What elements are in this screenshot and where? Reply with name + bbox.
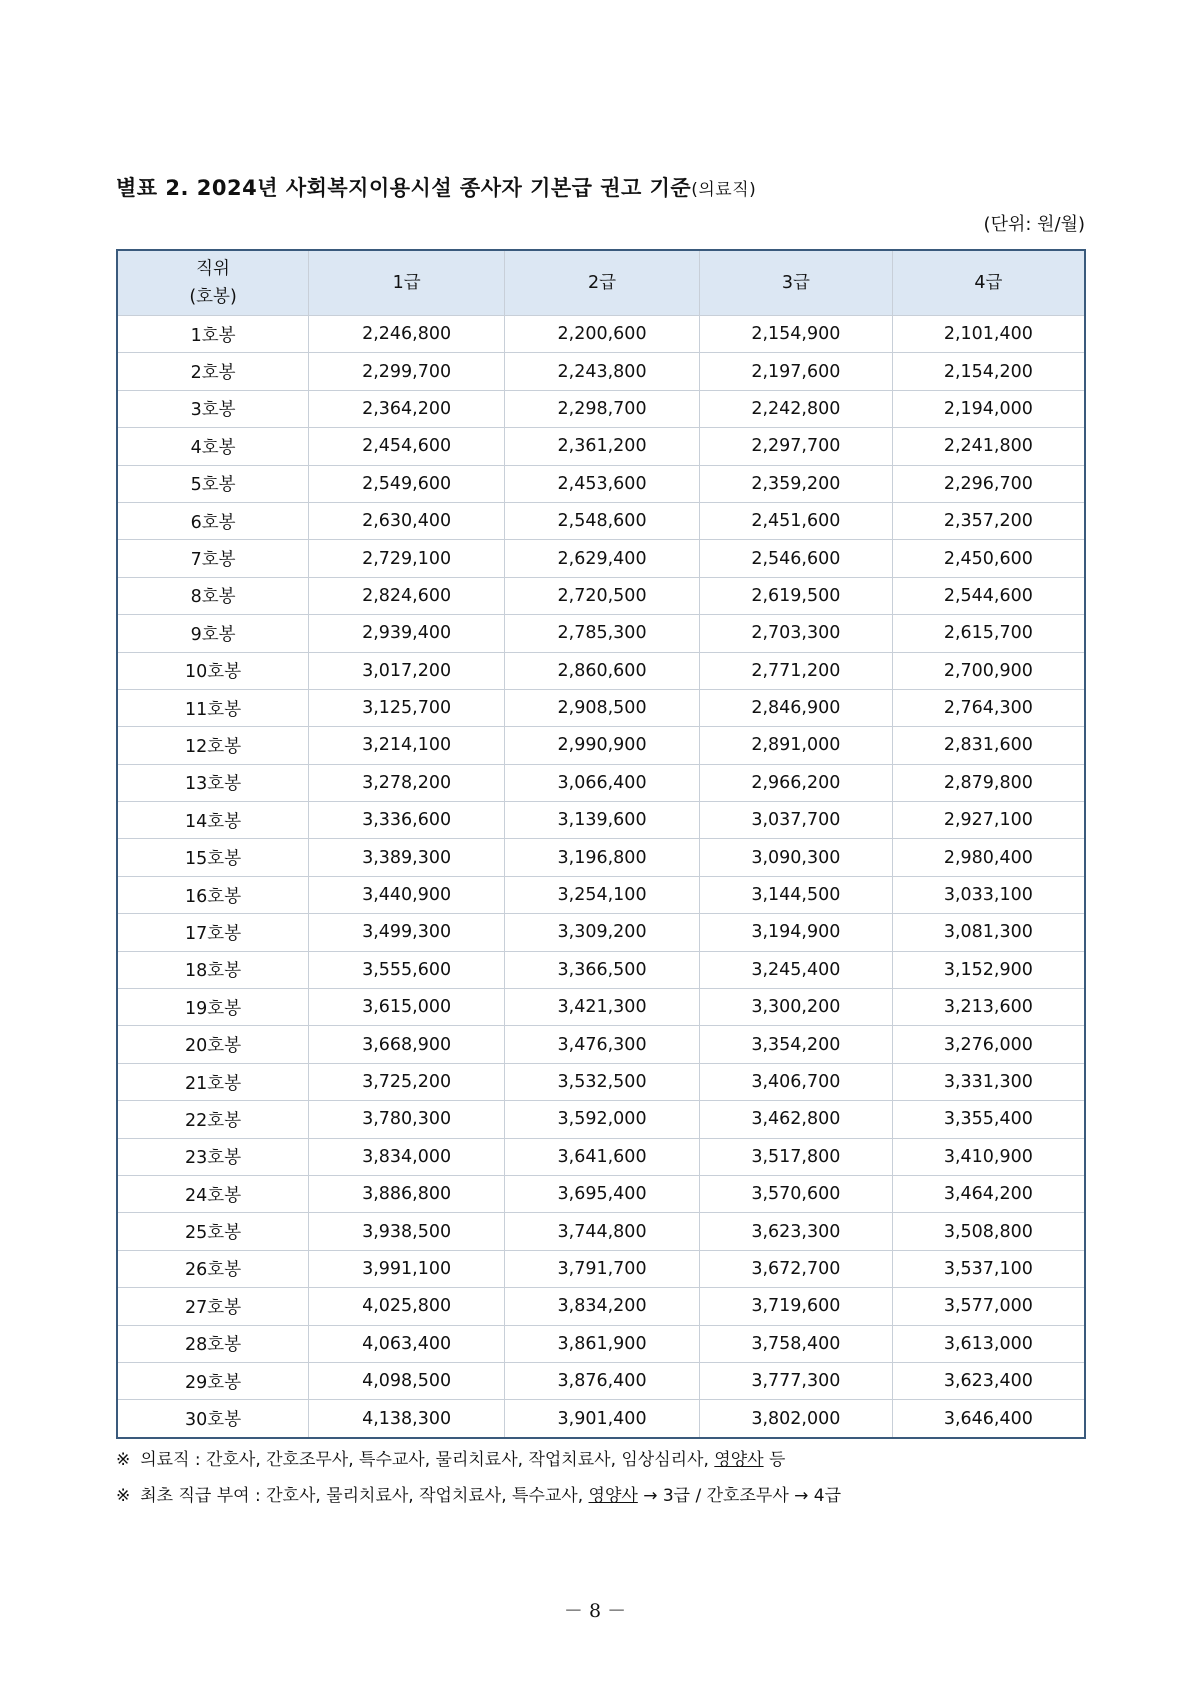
footnotes [116, 1442, 841, 1514]
salary-cell: 3,615,000 [309, 989, 505, 1026]
salary-cell: 3,886,800 [309, 1175, 505, 1212]
salary-cell: 2,927,100 [892, 802, 1085, 839]
table-row [117, 652, 1085, 689]
table-row [117, 1138, 1085, 1175]
table-row [117, 1026, 1085, 1063]
footnote-2-tail: → 3급 / 간호조무사 → 4급 [637, 1486, 842, 1506]
salary-cell: 2,824,600 [309, 577, 505, 614]
step-cell: 22호봉 [117, 1101, 309, 1138]
step-cell: 25호봉 [117, 1213, 309, 1250]
salary-cell: 3,991,100 [309, 1250, 505, 1287]
salary-cell: 3,668,900 [309, 1026, 505, 1063]
unit-label: (단위: 원/월) [983, 214, 1085, 235]
salary-cell: 2,990,900 [505, 727, 700, 764]
salary-cell: 2,296,700 [892, 465, 1085, 502]
salary-cell: 3,780,300 [309, 1101, 505, 1138]
salary-cell: 3,125,700 [309, 689, 505, 726]
salary-cell: 2,546,600 [700, 540, 893, 577]
table-body [117, 316, 1085, 1438]
salary-cell: 2,785,300 [505, 615, 700, 652]
salary-cell: 3,719,600 [700, 1288, 893, 1325]
salary-cell: 3,254,100 [505, 876, 700, 913]
salary-cell: 3,695,400 [505, 1175, 700, 1212]
step-cell: 29호봉 [117, 1362, 309, 1399]
table-row [117, 1250, 1085, 1287]
salary-cell: 2,764,300 [892, 689, 1085, 726]
salary-cell: 2,720,500 [505, 577, 700, 614]
salary-cell: 2,299,700 [309, 353, 505, 390]
salary-cell: 2,729,100 [309, 540, 505, 577]
salary-cell: 3,876,400 [505, 1362, 700, 1399]
salary-cell: 3,802,000 [700, 1400, 893, 1438]
salary-cell: 2,544,600 [892, 577, 1085, 614]
salary-cell: 3,245,400 [700, 951, 893, 988]
salary-cell: 3,791,700 [505, 1250, 700, 1287]
step-cell: 16호봉 [117, 876, 309, 913]
salary-cell: 2,359,200 [700, 465, 893, 502]
table-row [117, 1288, 1085, 1325]
salary-cell: 3,090,300 [700, 839, 893, 876]
salary-cell: 2,703,300 [700, 615, 893, 652]
step-cell: 20호봉 [117, 1026, 309, 1063]
table-row [117, 951, 1085, 988]
salary-cell: 2,860,600 [505, 652, 700, 689]
salary-cell: 3,672,700 [700, 1250, 893, 1287]
step-cell: 17호봉 [117, 914, 309, 951]
step-cell: 19호봉 [117, 989, 309, 1026]
step-cell: 9호봉 [117, 615, 309, 652]
salary-cell: 3,777,300 [700, 1362, 893, 1399]
salary-cell: 3,464,200 [892, 1175, 1085, 1212]
table-row [117, 839, 1085, 876]
header-grade-1: 1급 [309, 250, 505, 316]
step-cell: 14호봉 [117, 802, 309, 839]
salary-cell: 3,355,400 [892, 1101, 1085, 1138]
salary-cell: 2,549,600 [309, 465, 505, 502]
salary-cell: 3,066,400 [505, 764, 700, 801]
table-row [117, 540, 1085, 577]
salary-cell: 2,154,200 [892, 353, 1085, 390]
salary-cell: 2,619,500 [700, 577, 893, 614]
table-row [117, 465, 1085, 502]
salary-cell: 3,278,200 [309, 764, 505, 801]
salary-cell: 2,154,900 [700, 316, 893, 353]
salary-cell: 3,366,500 [505, 951, 700, 988]
step-cell: 2호봉 [117, 353, 309, 390]
header-grade-2: 2급 [505, 250, 700, 316]
salary-cell: 3,406,700 [700, 1063, 893, 1100]
table-row [117, 428, 1085, 465]
salary-cell: 3,300,200 [700, 989, 893, 1026]
salary-cell: 3,421,300 [505, 989, 700, 1026]
step-cell: 28호봉 [117, 1325, 309, 1362]
salary-cell: 3,517,800 [700, 1138, 893, 1175]
title-main: 별표 2. 2024년 사회복지이용시설 종사자 기본급 권고 기준 [116, 176, 692, 200]
step-cell: 13호봉 [117, 764, 309, 801]
salary-cell: 3,834,000 [309, 1138, 505, 1175]
salary-cell: 2,879,800 [892, 764, 1085, 801]
salary-cell: 2,364,200 [309, 390, 505, 427]
step-cell: 4호봉 [117, 428, 309, 465]
step-cell: 27호봉 [117, 1288, 309, 1325]
salary-cell: 2,548,600 [505, 502, 700, 539]
salary-cell: 3,570,600 [700, 1175, 893, 1212]
step-cell: 12호봉 [117, 727, 309, 764]
reference-mark: ※ [116, 1486, 131, 1506]
step-cell: 18호봉 [117, 951, 309, 988]
salary-cell: 3,623,400 [892, 1362, 1085, 1399]
header-row [117, 250, 1085, 316]
table-row [117, 1362, 1085, 1399]
table-row [117, 390, 1085, 427]
salary-cell: 3,033,100 [892, 876, 1085, 913]
salary-cell: 2,246,800 [309, 316, 505, 353]
salary-cell: 2,771,200 [700, 652, 893, 689]
salary-cell: 3,410,900 [892, 1138, 1085, 1175]
table-row [117, 1175, 1085, 1212]
header-grade-3: 3급 [700, 250, 893, 316]
table-row [117, 316, 1085, 353]
salary-cell: 2,831,600 [892, 727, 1085, 764]
salary-cell: 2,451,600 [700, 502, 893, 539]
salary-cell: 2,700,900 [892, 652, 1085, 689]
table-row [117, 727, 1085, 764]
page-number: － 8 － [563, 1600, 627, 1622]
reference-mark: ※ [116, 1450, 131, 1470]
salary-cell: 2,241,800 [892, 428, 1085, 465]
step-cell: 30호봉 [117, 1400, 309, 1438]
footnote-1-underlined: 영양사 [714, 1450, 764, 1470]
salary-cell: 3,646,400 [943, 1408, 1033, 1429]
footnote-1-tail: 등 [763, 1450, 786, 1470]
salary-cell: 3,592,000 [505, 1101, 700, 1138]
salary-cell: 3,623,300 [700, 1213, 893, 1250]
salary-cell: 2,615,700 [892, 615, 1085, 652]
salary-cell: 3,537,100 [892, 1250, 1085, 1287]
footnote-1 [116, 1442, 841, 1478]
salary-cell: 2,939,400 [309, 615, 505, 652]
salary-cell: 3,331,300 [892, 1063, 1085, 1100]
table-row [117, 876, 1085, 913]
salary-cell: 2,908,500 [505, 689, 700, 726]
salary-table [116, 249, 1086, 1439]
salary-cell: 3,758,400 [700, 1325, 893, 1362]
step-cell: 6호봉 [117, 502, 309, 539]
salary-cell: 2,629,400 [505, 540, 700, 577]
salary-cell: 3,613,000 [892, 1325, 1085, 1362]
salary-cell: 2,361,200 [505, 428, 700, 465]
salary-cell: 3,508,800 [892, 1213, 1085, 1250]
salary-cell: 3,938,500 [309, 1213, 505, 1250]
footnote-1-text: 의료직 : 간호사, 간호조무사, 특수교사, 물리치료사, 작업치료사, 임상심리사, [140, 1450, 715, 1470]
salary-cell: 3,194,900 [700, 914, 893, 951]
salary-cell: 3,725,200 [309, 1063, 505, 1100]
salary-cell: 2,194,000 [892, 390, 1085, 427]
salary-cell: 3,139,600 [505, 802, 700, 839]
salary-cell: 3,354,200 [700, 1026, 893, 1063]
table-row [117, 1101, 1085, 1138]
table-row [117, 1063, 1085, 1100]
salary-cell: 3,389,300 [309, 839, 505, 876]
table-row [117, 577, 1085, 614]
table-row [117, 989, 1085, 1026]
salary-cell: 2,966,200 [700, 764, 893, 801]
salary-cell: 2,450,600 [892, 540, 1085, 577]
salary-cell: 2,453,600 [505, 465, 700, 502]
step-cell: 23호봉 [117, 1138, 309, 1175]
step-cell: 10호봉 [117, 652, 309, 689]
salary-cell: 2,980,400 [892, 839, 1085, 876]
salary-cell: 3,476,300 [505, 1026, 700, 1063]
step-cell: 7호봉 [117, 540, 309, 577]
salary-cell: 3,834,200 [505, 1288, 700, 1325]
step-cell: 5호봉 [117, 465, 309, 502]
step-cell: 21호봉 [117, 1063, 309, 1100]
table-row [117, 764, 1085, 801]
table-row [117, 353, 1085, 390]
table-row [117, 802, 1085, 839]
table-header [117, 250, 1085, 316]
salary-cell: 3,744,800 [505, 1213, 700, 1250]
header-grade-4: 4급 [892, 250, 1085, 316]
salary-cell: 4,063,400 [309, 1325, 505, 1362]
salary-cell: 3,861,900 [505, 1325, 700, 1362]
salary-cell: 2,101,400 [892, 316, 1085, 353]
salary-cell: 3,144,500 [700, 876, 893, 913]
salary-cell: 3,309,200 [505, 914, 700, 951]
step-cell: 11호봉 [117, 689, 309, 726]
salary-cell: 3,901,400 [505, 1400, 700, 1438]
salary-cell: 3,017,200 [309, 652, 505, 689]
salary-cell: 3,213,600 [892, 989, 1085, 1026]
salary-cell: 2,846,900 [700, 689, 893, 726]
footnote-2-underlined: 영양사 [588, 1486, 638, 1506]
salary-cell: 3,214,100 [309, 727, 505, 764]
salary-cell: 2,200,600 [505, 316, 700, 353]
salary-cell: 2,357,200 [892, 502, 1085, 539]
footnote-2-text: 최초 직급 부여 : 간호사, 물리치료사, 작업치료사, 특수교사, [140, 1486, 589, 1506]
salary-cell: 3,336,600 [309, 802, 505, 839]
table-row [117, 1213, 1085, 1250]
salary-cell: 2,242,800 [700, 390, 893, 427]
salary-cell: 4,098,500 [309, 1362, 505, 1399]
table-row [117, 1325, 1085, 1362]
salary-cell: 2,630,400 [309, 502, 505, 539]
salary-cell: 3,532,500 [505, 1063, 700, 1100]
salary-cell: 3,440,900 [309, 876, 505, 913]
table-row [117, 1400, 1085, 1438]
salary-cell: 2,197,600 [700, 353, 893, 390]
header-position [117, 250, 309, 316]
step-cell: 1호봉 [117, 316, 309, 353]
salary-cell: 4,025,800 [309, 1288, 505, 1325]
salary-cell: 3,152,900 [892, 951, 1085, 988]
salary-cell: 3,577,000 [892, 1288, 1085, 1325]
salary-cell: 2,891,000 [700, 727, 893, 764]
salary-cell: 3,499,300 [309, 914, 505, 951]
salary-cell: 3,555,600 [309, 951, 505, 988]
table-row [117, 615, 1085, 652]
salary-cell: 3,196,800 [505, 839, 700, 876]
table-row [117, 914, 1085, 951]
header-position-line1: 직위 [196, 259, 230, 279]
salary-cell: 3,037,700 [700, 802, 893, 839]
step-cell: 3호봉 [117, 390, 309, 427]
salary-cell: 3,641,600 [505, 1138, 700, 1175]
footnote-2 [116, 1478, 841, 1514]
step-cell: 8호봉 [117, 577, 309, 614]
salary-cell: 3,462,800 [700, 1101, 893, 1138]
salary-cell: 3,081,300 [892, 914, 1085, 951]
salary-cell: 2,454,600 [309, 428, 505, 465]
step-cell: 24호봉 [117, 1175, 309, 1212]
title-suffix: (의료직) [691, 180, 757, 200]
table-row [117, 502, 1085, 539]
salary-cell: 4,138,300 [309, 1400, 505, 1438]
header-position-line2: (호봉) [189, 287, 237, 307]
salary-cell: 2,297,700 [700, 428, 893, 465]
step-cell: 26호봉 [117, 1250, 309, 1287]
salary-cell: 2,298,700 [505, 390, 700, 427]
table-row [117, 689, 1085, 726]
salary-cell: 3,276,000 [892, 1026, 1085, 1063]
step-cell: 15호봉 [117, 839, 309, 876]
salary-cell: 2,243,800 [505, 353, 700, 390]
page-title [116, 172, 756, 202]
